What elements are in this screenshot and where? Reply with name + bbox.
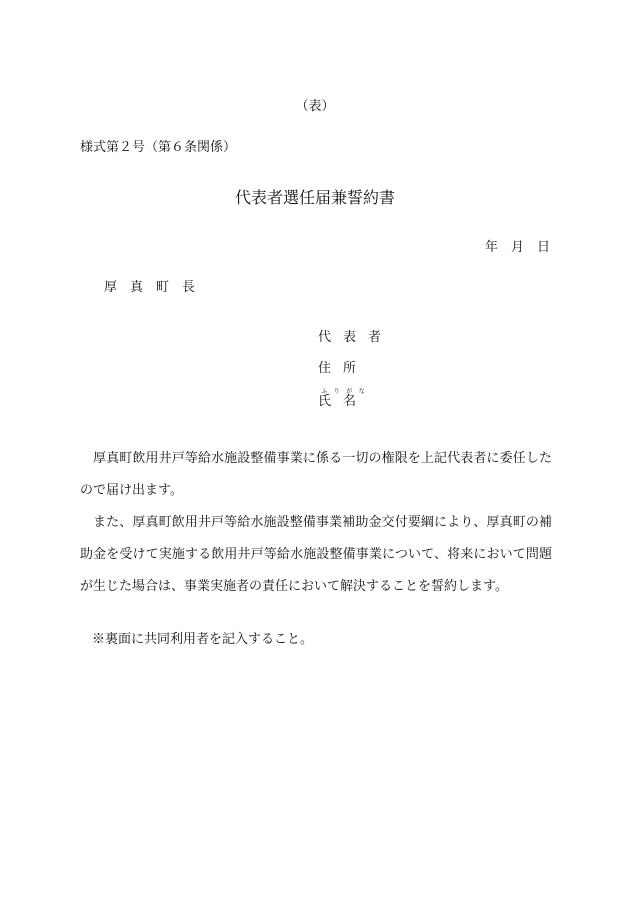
page-side-label: （表） <box>295 99 335 114</box>
reverse-side-note: ※裏面に共同利用者を記入すること。 <box>92 632 314 647</box>
paragraph-pledge: また、厚真町飲用井戸等給水施設整備事業補助金交付要綱により、厚真町の補助金を受けて実施する飲用井戸等給水施設整備事業について、将来において問題が生じた場合は、事業実施者の責任において解決することを誓約します。 <box>80 515 552 594</box>
address-label: 住所 <box>318 361 369 376</box>
addressee: 厚真町長 <box>104 280 209 295</box>
document-title: 代表者選任届兼誓約書 <box>234 188 395 207</box>
form-number: 様式第２号（第６条関係） <box>80 140 237 155</box>
date-line: 年 月 日 <box>484 240 550 255</box>
paragraph-delegation: 厚真町飲用井戸等給水施設整備事業に係る一切の権限を上記代表者に委任したので届け出ます。 <box>80 451 552 498</box>
name-char-2: 名 <box>343 394 369 409</box>
furigana-1: ふり <box>318 388 344 395</box>
name-label <box>318 388 368 409</box>
furigana-2: がな <box>343 388 369 395</box>
body-text <box>80 443 552 603</box>
name-label-ruby <box>318 388 369 409</box>
name-char-1: 氏 <box>318 394 344 409</box>
representative-label: 代表者 <box>318 330 394 345</box>
